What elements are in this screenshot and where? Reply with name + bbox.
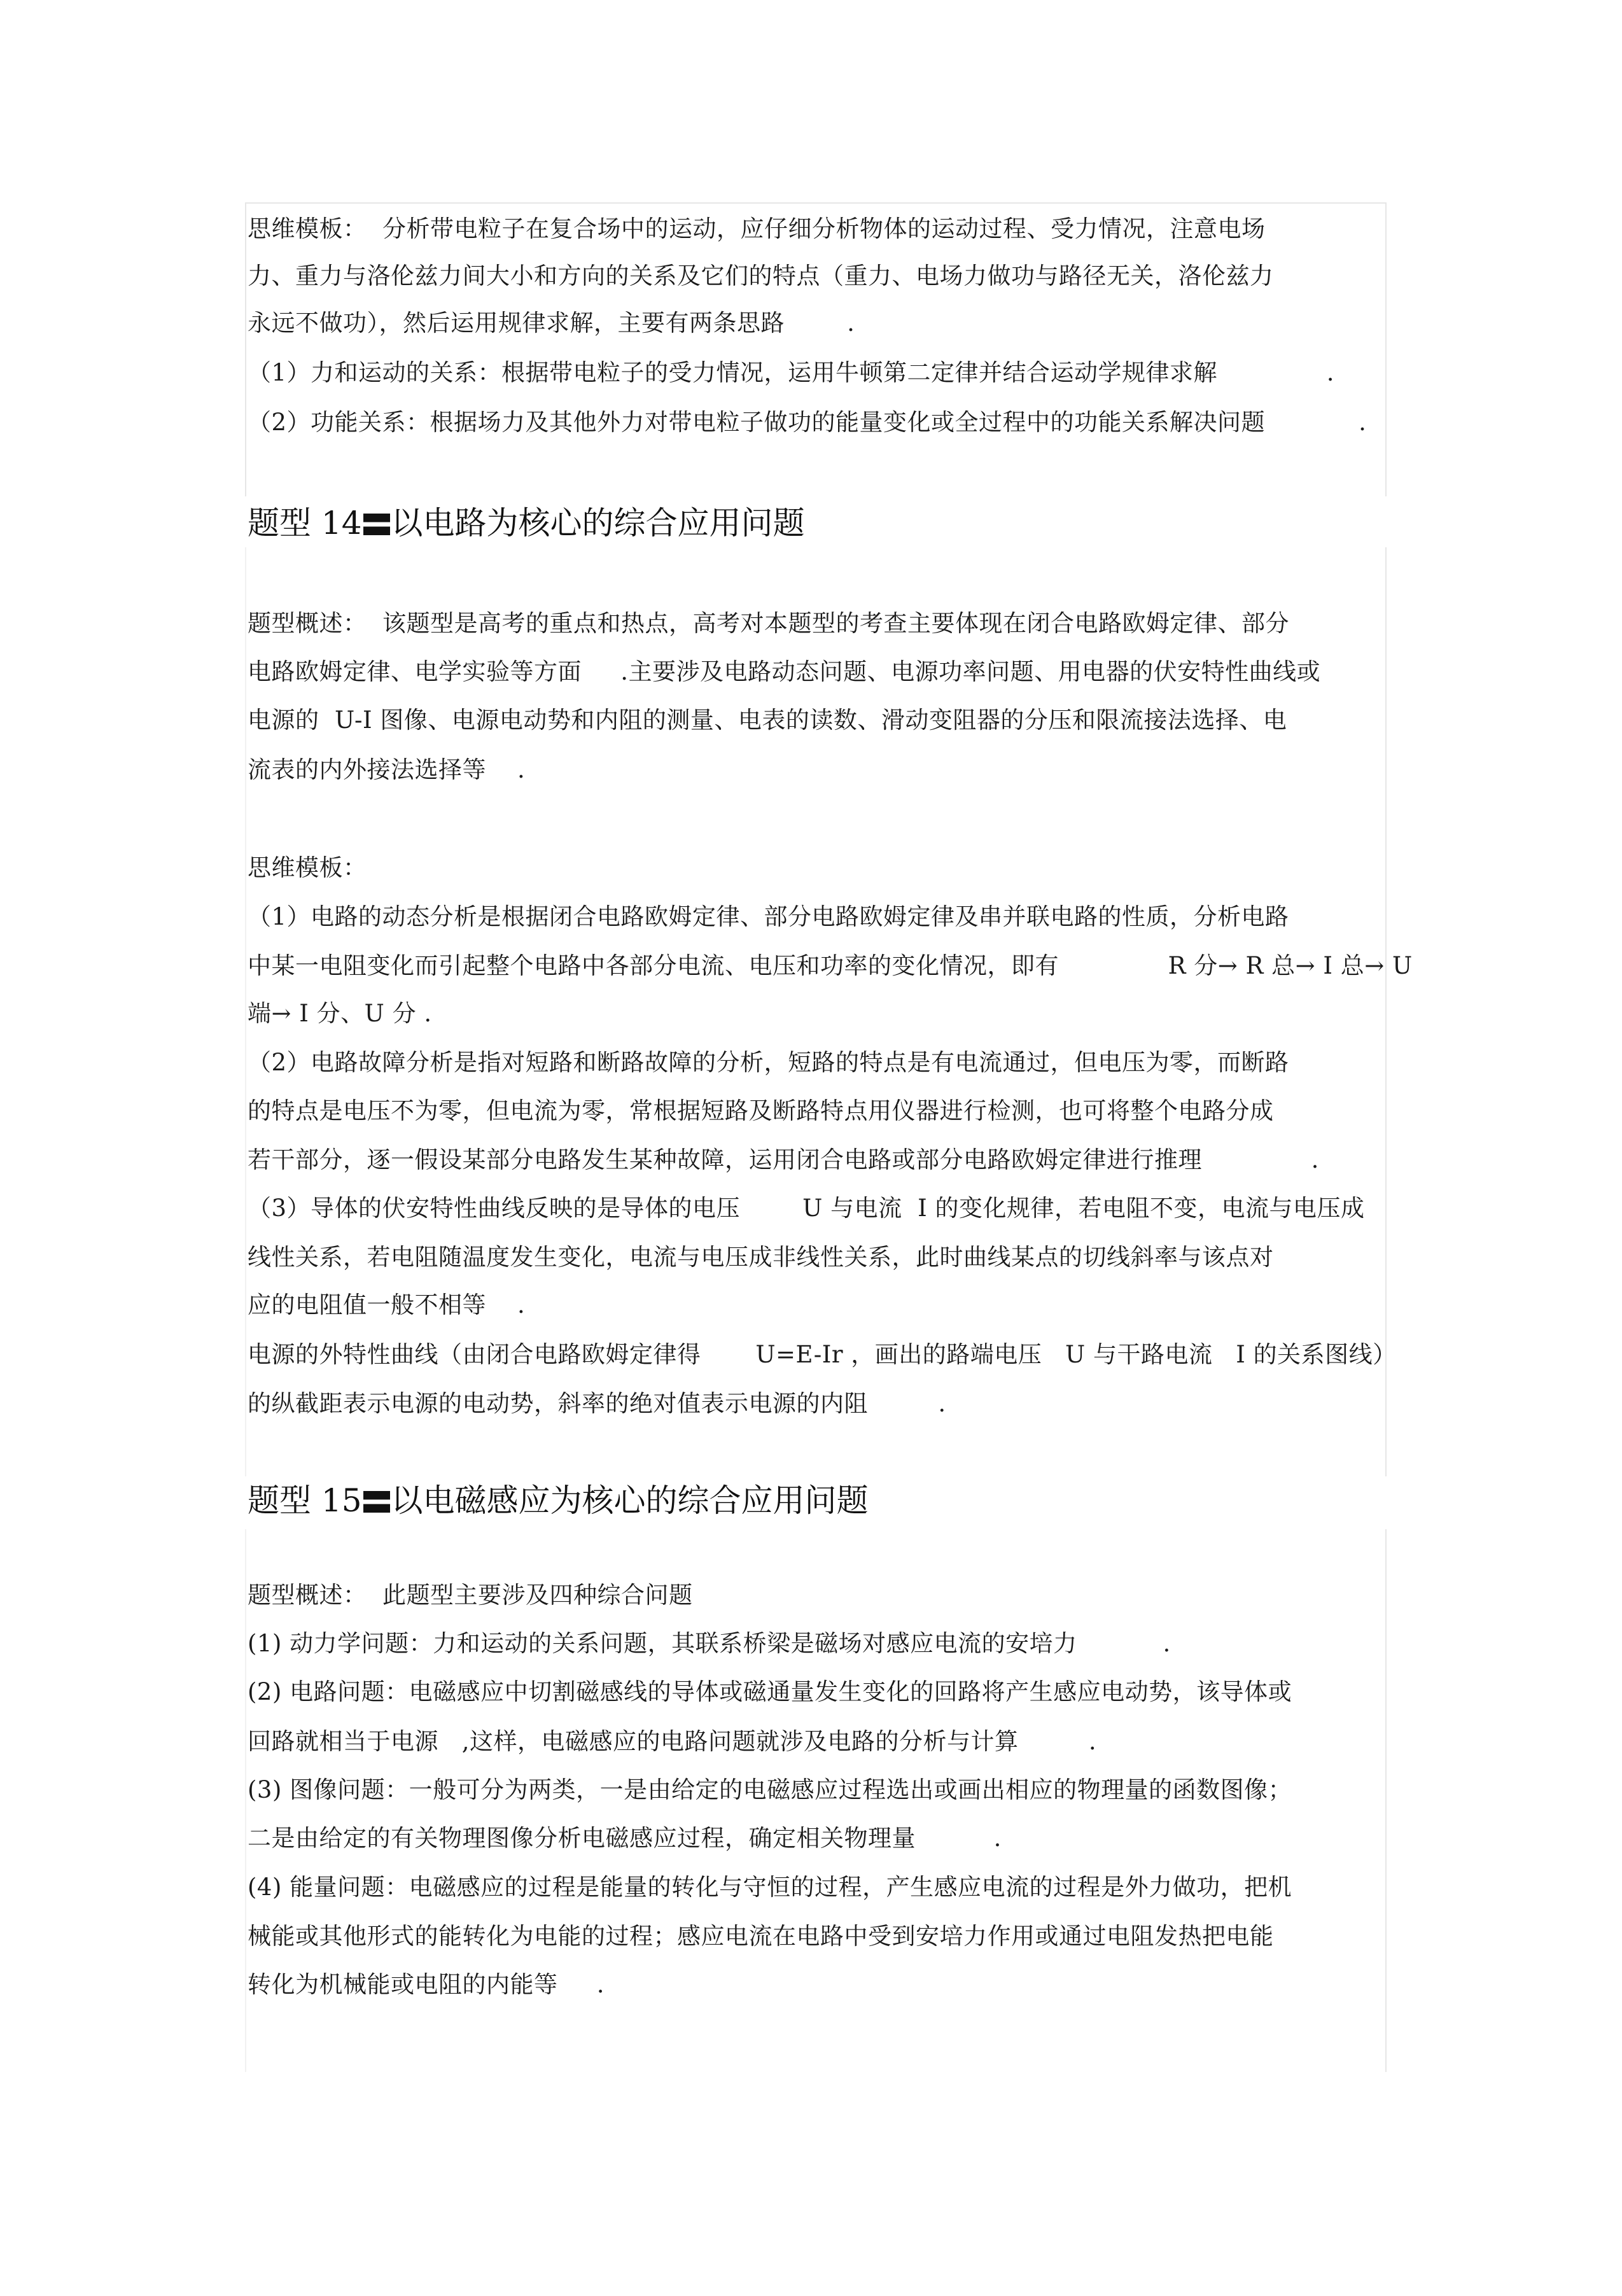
section14-heading-text: 以电路为核心的综合应用问题 [391, 505, 805, 542]
s14-template-line: （2）电路故障分析是指对短路和断路故障的分析，短路的特点是有电流通过，但电压为零，而断路 [248, 1049, 1289, 1076]
s13-line: 思维模板： 分析带电粒子在复合场中的运动，应仔细分析物体的运动过程、受力情况，注意电场 [248, 215, 1266, 242]
s14-overview-line: 电源的 U-I 图像、电源电动势和内阻的测量、电表的读数、滑动变阻器的分压和限流接法选择、电 [248, 706, 1287, 734]
s14-template-line: 端→ I 分、U 分 . [248, 1000, 432, 1027]
s15-line: 二是由给定的有关物理图像分析电磁感应过程，确定相关物理量 . [248, 1824, 1002, 1852]
s13-line: 永远不做功），然后运用规律求解，主要有两条思路 . [248, 309, 855, 337]
s15-line: (2) 电路问题：电磁感应中切割磁感线的导体或磁通量发生变化的回路将产生感应电动势，该导体或 [248, 1678, 1292, 1705]
section14-heading-prefix: 题型 14 [248, 505, 362, 542]
s13-line: （2）功能关系：根据场力及其他外力对带电粒子做功的能量变化或全过程中的功能关系解决问题 . [248, 409, 1367, 436]
section13-frame [245, 202, 1387, 496]
s15-line: 回路就相当于电源 ,这样，电磁感应的电路问题就涉及电路的分析与计算 . [248, 1728, 1097, 1755]
s14-template-line: （3）导体的伏安特性曲线反映的是导体的电压 U 与电流 I 的变化规律，若电阻不变，电流与电压成 [248, 1194, 1365, 1222]
double-bar-icon [363, 1491, 390, 1513]
s15-line: (3) 图像问题：一般可分为两类，一是由给定的电磁感应过程选出或画出相应的物理量的函数图像； [248, 1776, 1292, 1803]
s14-template-line: （1）电路的动态分析是根据闭合电路欧姆定律、部分电路欧姆定律及串并联电路的性质，分析电路 [248, 903, 1289, 930]
section14-heading [248, 504, 805, 542]
s13-line: （1）力和运动的关系：根据带电粒子的受力情况，运用牛顿第二定律并结合运动学规律求解 . [248, 359, 1334, 386]
s14-overview-line: 题型概述： 该题型是高考的重点和热点，高考对本题型的考查主要体现在闭合电路欧姆定律、部分 [248, 610, 1290, 637]
s15-line: 题型概述： 此题型主要涉及四种综合问题 [248, 1581, 693, 1609]
double-bar-icon [363, 514, 390, 535]
section15-heading-prefix: 题型 15 [248, 1482, 362, 1519]
s14-overview-line: 流表的内外接法选择等 . [248, 756, 526, 783]
s13-line: 力、重力与洛伦兹力间大小和方向的关系及它们的特点（重力、电场力做功与路径无关，洛伦兹力 [248, 262, 1274, 290]
section15-heading [248, 1481, 869, 1520]
s14-template-line: 思维模板： [248, 854, 367, 881]
s15-line: 械能或其他形式的能转化为电能的过程；感应电流在电路中受到安培力作用或通过电阻发热把电能 [248, 1922, 1274, 1950]
s14-overview-line: 电路欧姆定律、电学实验等方面 .主要涉及电路动态问题、电源功率问题、用电器的伏安特性曲线或 [248, 658, 1321, 685]
s15-line: 转化为机械能或电阻的内能等 . [248, 1971, 605, 1998]
section15-heading-text: 以电磁感应为核心的综合应用问题 [391, 1482, 869, 1519]
s15-line: (4) 能量问题：电磁感应的过程是能量的转化与守恒的过程，产生感应电流的过程是外力做功，把机 [248, 1873, 1292, 1901]
s14-template-line: 应的电阻值一般不相等 . [248, 1291, 526, 1319]
s14-template-line: 线性关系，若电阻随温度发生变化，电流与电压成非线性关系，此时曲线某点的切线斜率与该点对 [248, 1243, 1274, 1271]
s14-template-line: 的特点是电压不为零，但电流为零，常根据短路及断路特点用仪器进行检测，也可将整个电路分成 [248, 1097, 1274, 1124]
s14-template-line: 若干部分，逐一假设某部分电路发生某种故障，运用闭合电路或部分电路欧姆定律进行推理 . [248, 1146, 1319, 1173]
s15-line: (1) 动力学问题：力和运动的关系问题，其联系桥梁是磁场对感应电流的安培力 . [248, 1630, 1171, 1657]
s14-template-line: 的纵截距表示电源的电动势，斜率的绝对值表示电源的内阻 . [248, 1390, 946, 1417]
s14-template-line: 中某一电阻变化而引起整个电路中各部分电流、电压和功率的变化情况，即有 R 分→ R 总→ I 总→ U [248, 952, 1413, 979]
s14-template-line: 电源的外特性曲线（由闭合电路欧姆定律得 U=E-Ir ，画出的路端电压 U 与干路电流 I 的关系图线） [248, 1341, 1397, 1368]
